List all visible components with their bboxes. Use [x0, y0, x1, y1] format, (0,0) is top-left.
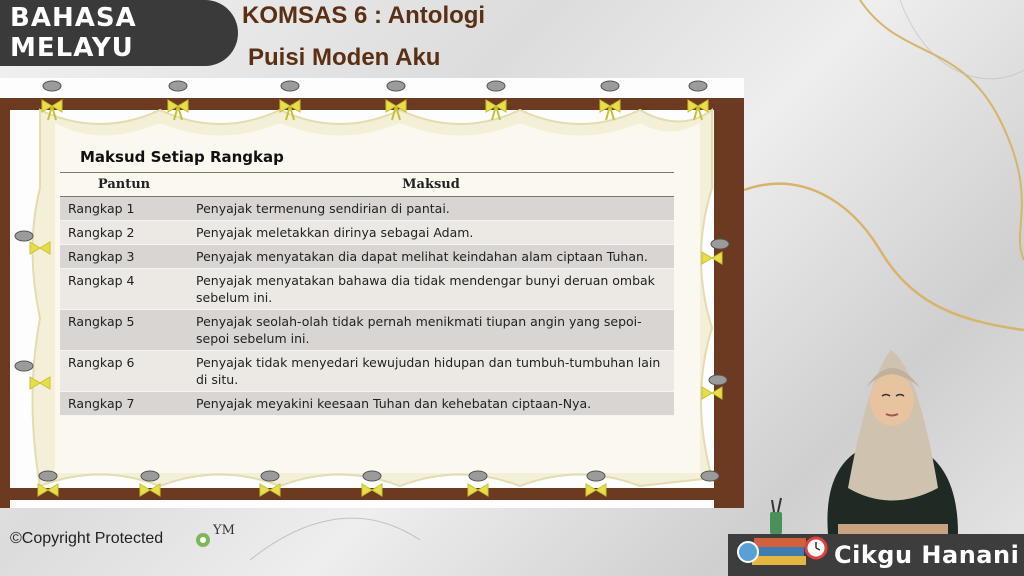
table-row	[60, 245, 674, 269]
rangkap-cell: Rangkap 7	[60, 392, 188, 416]
maksud-cell: Penyajak tidak menyedari kewujudan hidupan dan tumbuh-tumbuhan lain di situ.	[188, 351, 674, 392]
maksud-cell: Penyajak termenung sendirian di pantai.	[188, 197, 674, 221]
presenter-video	[808, 338, 974, 534]
column-header-maksud: Maksud	[188, 173, 674, 197]
table-row	[60, 269, 674, 310]
section-heading: Maksud Setiap Rangkap	[80, 148, 284, 166]
slide-panel	[0, 78, 744, 508]
maksud-cell: Penyajak menyatakan dia dapat melihat keindahan alam ciptaan Tuhan.	[188, 245, 674, 269]
desk-globe-icon	[736, 492, 832, 576]
table-row	[60, 221, 674, 245]
meaning-table	[60, 172, 674, 416]
ym-logo	[193, 514, 241, 558]
presenter-name: Cikgu Hanani	[834, 541, 1020, 569]
maksud-cell: Penyajak menyatakan bahawa dia tidak mendengar bunyi deruan ombak sebelum ini.	[188, 269, 674, 310]
rangkap-cell: Rangkap 4	[60, 269, 188, 310]
rangkap-cell: Rangkap 5	[60, 310, 188, 351]
table-row	[60, 392, 674, 416]
subject-badge-label: BAHASA MELAYU	[10, 3, 137, 63]
table-row	[60, 197, 674, 221]
maksud-cell: Penyajak seolah-olah tidak pernah menikmati tiupan angin yang sepoi-sepoi sebelum ini.	[188, 310, 674, 351]
column-header-pantun: Pantun	[60, 173, 188, 197]
maksud-cell: Penyajak meletakkan dirinya sebagai Adam.	[188, 221, 674, 245]
table-row	[60, 310, 674, 351]
rangkap-cell: Rangkap 1	[60, 197, 188, 221]
rangkap-cell: Rangkap 3	[60, 245, 188, 269]
maksud-cell: Penyajak meyakini keesaan Tuhan dan kehebatan ciptaan-Nya.	[188, 392, 674, 416]
page-subtitle: Puisi Moden Aku	[248, 44, 441, 71]
table-row	[60, 351, 674, 392]
copyright-notice: ©Copyright Protected	[10, 530, 164, 547]
rangkap-cell: Rangkap 2	[60, 221, 188, 245]
logo-text: YM	[213, 523, 235, 538]
table-header-row	[60, 173, 674, 197]
subject-badge	[0, 0, 238, 66]
page-title: KOMSAS 6 : Antologi	[242, 2, 486, 29]
rangkap-cell: Rangkap 6	[60, 351, 188, 392]
meaning-table-section	[58, 148, 682, 416]
